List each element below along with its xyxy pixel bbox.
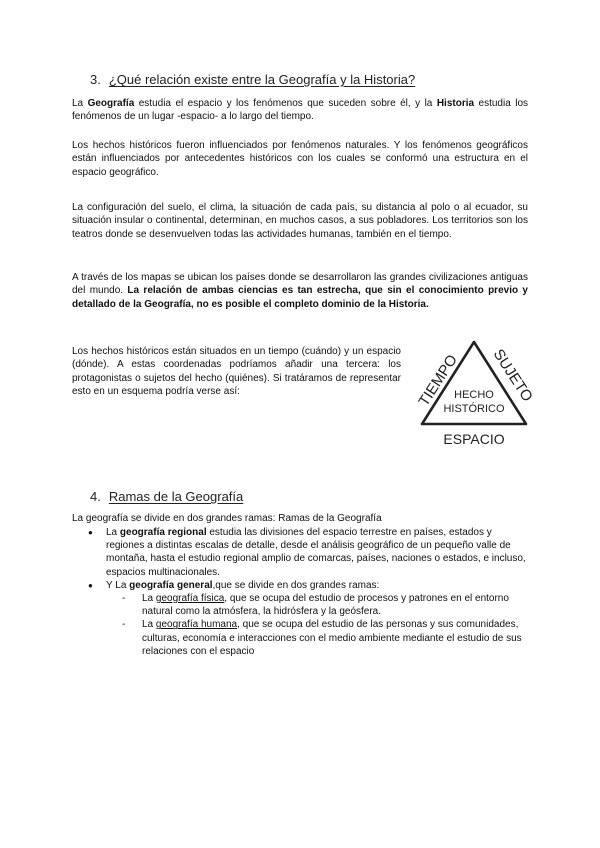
- underlined-term: geografía humana: [155, 619, 238, 631]
- paragraph-ramas-intro: La geografía se divide en dos grandes ramas: Ramas de la Geografía: [72, 513, 382, 524]
- underlined-term: geografía física: [155, 593, 225, 605]
- paragraph-influences: Los hechos históricos fueron influenciados por fenómenos naturales. Y los fenómenos geográficos están influenciados por antecedentes históricos con los cuales se conformó una estructura en el espacio geográfico.: [72, 140, 528, 178]
- paragraph-intro: [72, 97, 528, 124]
- section-title: ¿Qué relación existe entre la Geografía y la Historia?: [108, 72, 416, 87]
- diagram-center-line-1: HECHO: [454, 389, 494, 401]
- text: , que se ocupa del estudio de las personas y sus comunidades, culturas, economía e interacciones con el medio ambiente mediante el estudio de sus relaciones con el espacio: [142, 619, 522, 657]
- historical-fact-diagram: [412, 338, 536, 450]
- paragraph-coordinates: Los hechos históricos están situados en un tiempo (cuándo) y un espacio (dónde). A estas coordenadas podríamos añadir una tercera: los protagonistas o sujetos del hecho (quiénes). Si tratáramos de representar esto en un esquema podría verse así:: [72, 346, 401, 398]
- text: estudia el espacio y los fenómenos que suceden sobre él, y la: [134, 98, 437, 109]
- text: estudia los fenómenos de un lugar -espacio- a lo largo del tiempo.: [72, 98, 529, 123]
- text: La: [142, 619, 156, 631]
- section-number: 3.: [90, 72, 101, 87]
- section-title: Ramas de la Geografía: [108, 489, 244, 504]
- text: La: [142, 593, 156, 605]
- section-4-heading: [90, 489, 243, 504]
- paragraph-maps: [72, 271, 528, 311]
- diagram-label-tiempo: TIEMPO: [415, 351, 462, 410]
- bold-term: Historia: [436, 98, 475, 109]
- list-item: [72, 526, 528, 579]
- bold-term: geografía regional: [119, 527, 207, 538]
- text: Y La: [106, 579, 130, 591]
- sub-list-item: [106, 592, 528, 618]
- list-item: [72, 579, 528, 658]
- bold-term: Geografía: [87, 98, 135, 109]
- text: La: [106, 527, 120, 538]
- sub-list: [106, 592, 528, 658]
- branches-list: [72, 526, 528, 658]
- bold-statement: La relación de ambas ciencias es tan estrecha, que sin el conocimiento previo y detallado de la Geografía, no es posible el completo dominio de la Historia.: [72, 285, 528, 310]
- text: , que se ocupa del estudio de procesos y patrones en el entorno natural como la atmósfera, la hidrósfera y la geósfera.: [142, 593, 509, 618]
- paragraph-configuration: La configuración del suelo, el clima, la situación de cada país, su distancia al polo o al ecuador, su situación insular o continental, determinan, en muchos casos, a sus pobladores. Los territorios son los teatros donde se desenvuelven todas las actividades humanas, también en el tiempo.: [72, 202, 528, 240]
- diagram-label-espacio: ESPACIO: [443, 431, 505, 447]
- bold-term: geografía general: [129, 579, 213, 591]
- sub-list-item: [106, 618, 528, 658]
- diagram-label-sujeto: SUJETO: [489, 346, 536, 405]
- text: A través de los mapas se ubican los países donde se desarrollaron las grandes civilizaciones antiguas del mundo.: [72, 272, 528, 297]
- section-number: 4.: [90, 489, 101, 504]
- diagram-center-line-2: HISTÓRICO: [443, 403, 505, 415]
- text: estudia las divisiones del espacio terrestre en países, estados y regiones a distintas escalas de detalle, desde el análisis geográfico de un pequeño valle de montaña, hasta el estudio regional amplio de comarcas, países, naciones o estados, e incluso, espacios multinacionales.: [106, 527, 526, 578]
- text: ,que se divide en dos grandes ramas:: [212, 579, 380, 591]
- section-3-heading: [90, 72, 415, 87]
- text: La: [72, 98, 88, 109]
